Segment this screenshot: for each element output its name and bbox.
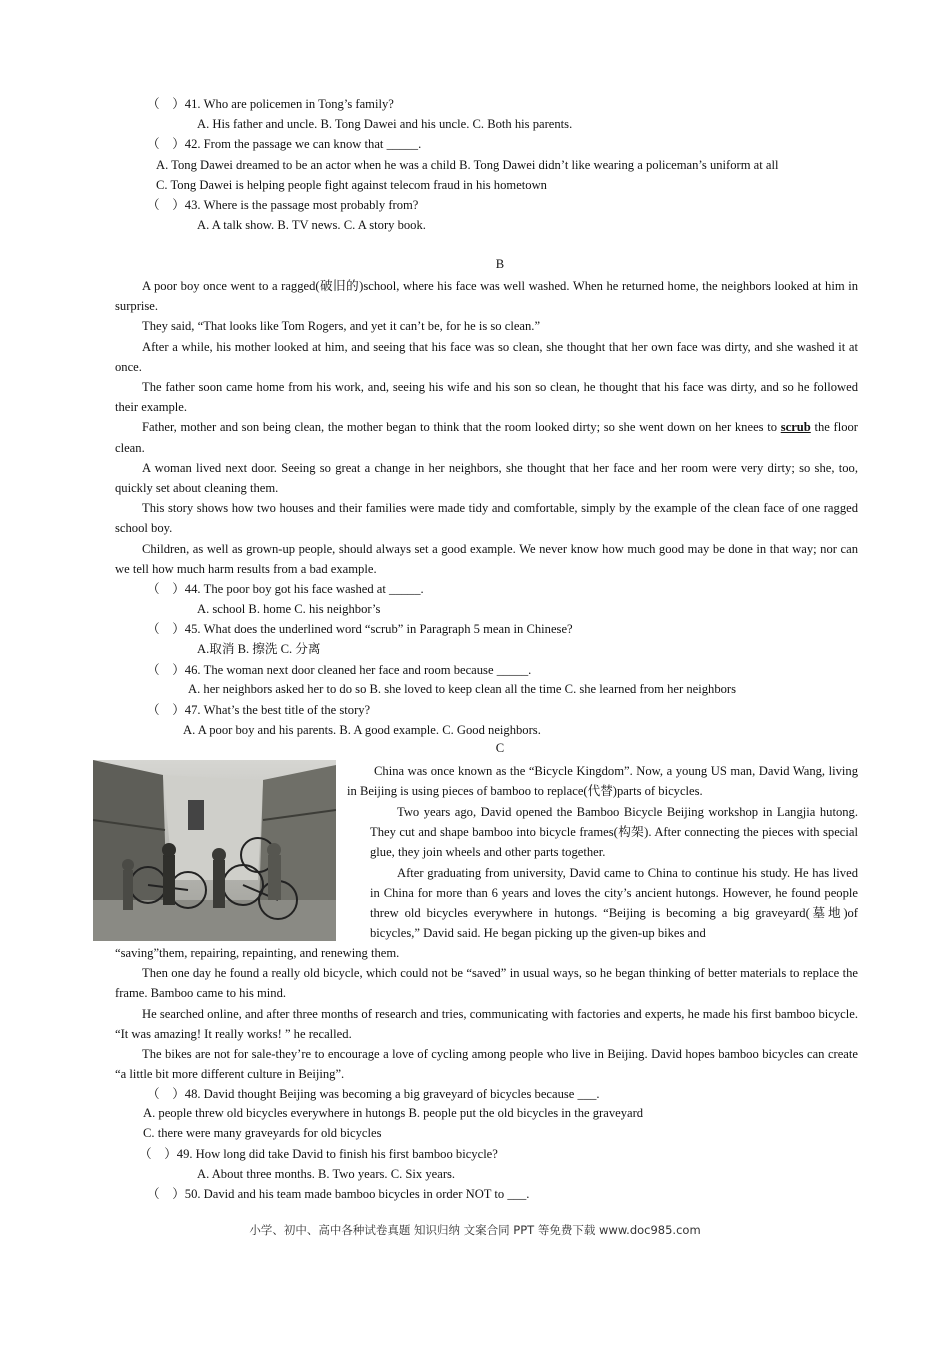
- page-footer: 小学、初中、高中各种试卷真题 知识归纳 文案合同 PPT 等免费下载 www.doc985.com: [249, 1223, 701, 1237]
- question-41: （ ）41. Who are policemen in Tong’s family?: [147, 97, 394, 111]
- passage-c-beside-photo: [347, 761, 858, 801]
- question-48: （ ）48. David thought Beijing was becoming a big graveyard of bicycles because ___.: [147, 1087, 600, 1101]
- passage-c-indented: [370, 802, 858, 943]
- passage-c-full-width: [115, 943, 858, 1084]
- question-48-option-c: C. there were many graveyards for old bicycles: [143, 1126, 382, 1140]
- question-42-options-ab: A. Tong Dawei dreamed to be an actor when he was a child B. Tong Dawei didn’t like wearing a policeman’s uniform at all: [156, 158, 779, 172]
- passage-c-paragraph-4: Then one day he found a really old bicycle, which could not be “saved” in usual ways, so he began thinking of better materials to replace the frame. Bamboo came to his mind.: [115, 966, 858, 1001]
- paragraph-5-text-after: the floor clean.: [115, 420, 858, 455]
- passage-c-paragraph-3-start: After graduating from university, David came to China to continue his study. He has lived in China for more than 6 years and loves the city’s ancient hutongs. However, he found people threw old bicycles everywhere in hutongs. “Beijing is becoming a big graveyard(墓地)of bicycles,” David said. He began picking up the given-up bikes and: [370, 865, 858, 941]
- question-48-options-ab: A. people threw old bicycles everywhere in hutongs B. people put the old bicycles in the graveyard: [143, 1106, 644, 1120]
- question-45: （ ）45. What does the underlined word “scrub” in Paragraph 5 mean in Chinese?: [147, 622, 573, 636]
- question-50: （ ）50. David and his team made bamboo bicycles in order NOT to ___.: [147, 1187, 530, 1201]
- question-43-options: A. A talk show. B. TV news. C. A story book.: [197, 218, 426, 232]
- passage-c-paragraph-1: China was once known as the “Bicycle Kingdom”. Now, a young US man, David Wang, living in Beijing is using pieces of bamboo to replace(代替)parts of bicycles.: [347, 764, 858, 799]
- section-c-heading: C: [495, 741, 505, 755]
- question-42-option-c: C. Tong Dawei is helping people fight against telecom fraud in his hometown: [156, 178, 547, 192]
- passage-b-paragraph-7: This story shows how two houses and their families were made tidy and comfortable, simply by the example of the clean face of one ragged school boy.: [115, 501, 858, 536]
- question-46-options: A. her neighbors asked her to do so B. she loved to keep clean all the time C. she learned from her neighbors: [188, 682, 737, 696]
- question-43: （ ）43. Where is the passage most probably from?: [147, 198, 419, 212]
- question-47: （ ）47. What’s the best title of the story?: [147, 703, 371, 717]
- passage-b-paragraph-5: [115, 417, 858, 457]
- question-45-options: A.取消 B. 擦洗 C. 分离: [197, 642, 321, 656]
- section-b-heading: B: [495, 257, 505, 271]
- question-42: （ ）42. From the passage we can know that _____.: [147, 137, 422, 151]
- question-47-options: A. A poor boy and his parents. B. A good example. C. Good neighbors.: [183, 723, 541, 737]
- passage-b-paragraph-6: A woman lived next door. Seeing so great a change in her neighbors, she thought that her face and her room were very dirty; so she, too, quickly set about cleaning them.: [115, 460, 858, 496]
- bamboo-bicycle-photo: [93, 760, 336, 941]
- passage-b-paragraph-2: They said, “That looks like Tom Rogers, and yet it can’t be, for he is so clean.”: [142, 319, 541, 334]
- passage-c-paragraph-5: He searched online, and after three months of research and tries, communicating with factories and experts, he made his first bamboo bicycle. “It was amazing! It really works! ” he recalled.: [115, 1006, 858, 1041]
- passage-c-paragraph-6: The bikes are not for sale-they’re to encourage a love of cycling among people who live in Beijing. David hopes bamboo bicycles can create “a little bit more different culture in Beijing”.: [115, 1047, 858, 1082]
- paragraph-5-text-before: Father, mother and son being clean, the mother began to think that the room looked dirty; so she went down on her knees to: [142, 420, 781, 435]
- passage-b-paragraph-1: A poor boy once went to a ragged(破旧的)school, where his face was well washed. When he returned home, the neighbors looked at him in surprise.: [115, 279, 858, 314]
- question-44-options: A. school B. home C. his neighbor’s: [197, 602, 381, 616]
- passage-b-paragraph-4: The father soon came home from his work, and, seeing his wife and his son so clean, he thought that his face was dirty, and so he followed their example.: [115, 380, 858, 415]
- passage-c-paragraph-2: Two years ago, David opened the Bamboo Bicycle Beijing workshop in Langjia hutong. They cut and shape bamboo into bicycle frames(构架). After connecting the pieces with special glue, they join wheels and other parts together.: [370, 805, 858, 860]
- question-49: （ ）49. How long did take David to finish his first bamboo bicycle?: [139, 1147, 498, 1161]
- passage-b-paragraph-8: Children, as well as grown-up people, should always set a good example. We never know how much good may be done in that way; nor can we tell how much harm results from a bad example.: [115, 541, 858, 576]
- question-41-options: A. His father and uncle. B. Tong Dawei and his uncle. C. Both his parents.: [197, 117, 573, 131]
- question-49-options: A. About three months. B. Two years. C. Six years.: [197, 1167, 456, 1181]
- question-44: （ ）44. The poor boy got his face washed at _____.: [147, 582, 424, 596]
- underlined-word-scrub: scrub: [780, 420, 811, 435]
- passage-b-paragraph-3: After a while, his mother looked at him, and seeing that his face was so clean, she thought that her own face was dirty, and she washed it at once.: [115, 339, 858, 374]
- passage-b: [115, 276, 858, 579]
- passage-c-paragraph-3-end: “saving”them, repairing, repainting, and renewing them.: [115, 946, 400, 960]
- question-46: （ ）46. The woman next door cleaned her face and room because _____.: [147, 663, 532, 677]
